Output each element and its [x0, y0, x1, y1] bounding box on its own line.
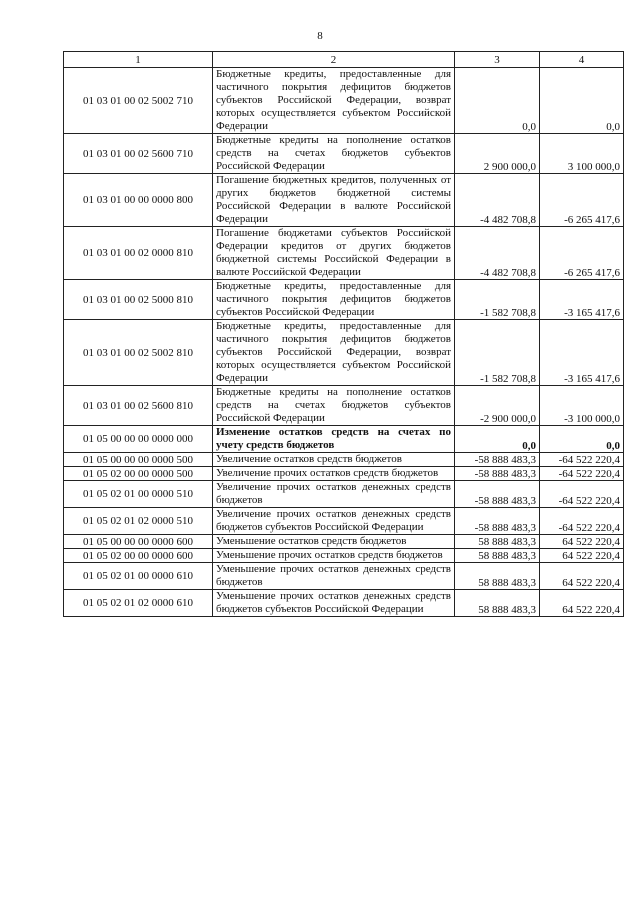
row-value-1: -4 482 708,8 [455, 227, 540, 280]
row-code: 01 03 01 00 00 0000 800 [64, 174, 213, 227]
row-value-2: -6 265 417,6 [540, 227, 624, 280]
row-value-1: -58 888 483,3 [455, 508, 540, 535]
row-code: 01 03 01 00 02 5002 710 [64, 68, 213, 134]
table-row [64, 549, 624, 563]
row-name: Погашение бюджетных кредитов, полученных от других бюджетов бюджетной системы Российской Федерации в валюте Российской Федерации [213, 174, 455, 227]
row-value-2: 0,0 [540, 68, 624, 134]
row-code: 01 03 01 00 02 0000 810 [64, 227, 213, 280]
table-header-row [64, 52, 624, 68]
row-value-1: -58 888 483,3 [455, 481, 540, 508]
row-name: Уменьшение прочих остатков денежных средств бюджетов [213, 563, 455, 590]
table-row [64, 386, 624, 426]
row-code: 01 03 01 00 02 5600 710 [64, 134, 213, 174]
row-value-1: -2 900 000,0 [455, 386, 540, 426]
row-code: 01 03 01 00 02 5000 810 [64, 280, 213, 320]
row-name: Уменьшение прочих остатков денежных средств бюджетов субъектов Российской Федерации [213, 590, 455, 617]
row-code: 01 05 02 00 00 0000 600 [64, 549, 213, 563]
row-value-1: 58 888 483,3 [455, 563, 540, 590]
table-row [64, 453, 624, 467]
row-value-1: -1 582 708,8 [455, 320, 540, 386]
row-name: Бюджетные кредиты, предоставленные для частичного покрытия дефицитов бюджетов субъектов Российской Федерации, возврат которых осуществляется субъектом Российской Федерации [213, 68, 455, 134]
row-value-1: -4 482 708,8 [455, 174, 540, 227]
row-name: Погашение бюджетами субъектов Российской Федерации кредитов от других бюджетов бюджетной системы Российской Федерации в валюте Российской Федерации [213, 227, 455, 280]
table-row [64, 227, 624, 280]
row-code: 01 05 00 00 00 0000 600 [64, 535, 213, 549]
row-value-2: 64 522 220,4 [540, 590, 624, 617]
table-row [64, 467, 624, 481]
table-row [64, 481, 624, 508]
row-code: 01 05 02 00 00 0000 500 [64, 467, 213, 481]
row-value-2: -3 100 000,0 [540, 386, 624, 426]
row-code: 01 05 00 00 00 0000 500 [64, 453, 213, 467]
row-code: 01 05 02 01 02 0000 610 [64, 590, 213, 617]
budget-sources-table [63, 51, 624, 617]
table-row [64, 320, 624, 386]
row-value-1: -58 888 483,3 [455, 453, 540, 467]
row-name: Увеличение прочих остатков денежных средств бюджетов субъектов Российской Федерации [213, 508, 455, 535]
row-value-2: 64 522 220,4 [540, 535, 624, 549]
table-row [64, 426, 624, 453]
row-value-2: -6 265 417,6 [540, 174, 624, 227]
row-name: Увеличение остатков средств бюджетов [213, 453, 455, 467]
column-header-code: 1 [64, 52, 213, 68]
column-header-value-1: 3 [455, 52, 540, 68]
row-value-2: -3 165 417,6 [540, 320, 624, 386]
row-value-1: 58 888 483,3 [455, 549, 540, 563]
row-value-1: -58 888 483,3 [455, 467, 540, 481]
row-name: Уменьшение прочих остатков средств бюджетов [213, 549, 455, 563]
table-row [64, 280, 624, 320]
table-row [64, 590, 624, 617]
row-name: Изменение остатков средств на счетах по учету средств бюджетов [213, 426, 455, 453]
column-header-name: 2 [213, 52, 455, 68]
row-code: 01 05 02 01 02 0000 510 [64, 508, 213, 535]
row-value-1: 58 888 483,3 [455, 535, 540, 549]
table-row [64, 68, 624, 134]
row-value-1: 2 900 000,0 [455, 134, 540, 174]
row-value-1: -1 582 708,8 [455, 280, 540, 320]
row-name: Уменьшение остатков средств бюджетов [213, 535, 455, 549]
row-value-2: 3 100 000,0 [540, 134, 624, 174]
column-header-value-2: 4 [540, 52, 624, 68]
row-name: Бюджетные кредиты, предоставленные для частичного покрытия дефицитов бюджетов субъектов Российской Федерации [213, 280, 455, 320]
row-value-2: -64 522 220,4 [540, 453, 624, 467]
table-body [64, 68, 624, 617]
row-code: 01 05 02 01 00 0000 610 [64, 563, 213, 590]
row-value-2: -64 522 220,4 [540, 481, 624, 508]
row-value-2: 64 522 220,4 [540, 549, 624, 563]
row-value-1: 58 888 483,3 [455, 590, 540, 617]
row-name: Бюджетные кредиты на пополнение остатков средств на счетах бюджетов субъектов Российской Федерации [213, 386, 455, 426]
table-row [64, 535, 624, 549]
row-code: 01 05 00 00 00 0000 000 [64, 426, 213, 453]
row-name: Бюджетные кредиты на пополнение остатков средств на счетах бюджетов субъектов Российской Федерации [213, 134, 455, 174]
table-row [64, 508, 624, 535]
table-row [64, 563, 624, 590]
table-row [64, 134, 624, 174]
row-name: Увеличение прочих остатков средств бюджетов [213, 467, 455, 481]
row-value-2: -3 165 417,6 [540, 280, 624, 320]
row-value-2: -64 522 220,4 [540, 508, 624, 535]
row-value-2: 0,0 [540, 426, 624, 453]
row-value-2: 64 522 220,4 [540, 563, 624, 590]
table-row [64, 174, 624, 227]
row-name: Бюджетные кредиты, предоставленные для частичного покрытия дефицитов бюджетов субъектов Российской Федерации, возврат которых осуществляется субъектом Российской Федерации [213, 320, 455, 386]
row-value-1: 0,0 [455, 426, 540, 453]
row-code: 01 03 01 00 02 5600 810 [64, 386, 213, 426]
row-value-2: -64 522 220,4 [540, 467, 624, 481]
page-number: 8 [317, 30, 323, 42]
row-name: Увеличение прочих остатков денежных средств бюджетов [213, 481, 455, 508]
row-value-1: 0,0 [455, 68, 540, 134]
row-code: 01 05 02 01 00 0000 510 [64, 481, 213, 508]
row-code: 01 03 01 00 02 5002 810 [64, 320, 213, 386]
